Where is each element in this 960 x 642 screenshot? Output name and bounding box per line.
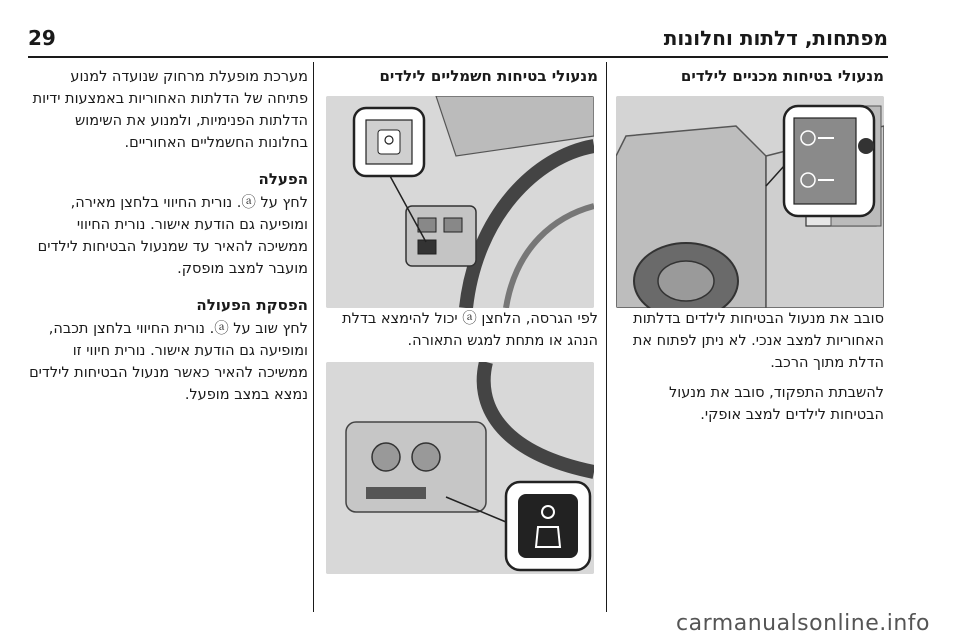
mechanical-lock-paragraph-1: סובב את מנעול הבטיחות לילדים בדלתות האחוריות למצב אנכי. לא ניתן לפתוח את הדלת מתוך הרכב. <box>632 311 884 371</box>
mechanical-lock-heading: מנעולי בטיחות מכניים לילדים <box>680 67 884 85</box>
electric-lock-intro: מערכת מופעלת מרחוק שנועדה למנוע פתיחה של הדלתות האחוריות באמצעות ידיות הדלתות הפנימיות, ולמנוע את השימוש בחלונות החשמליים האחוריים. <box>32 69 308 151</box>
electric-lock-caption: לפי הגרסה, הלחצן ⓐ יכול להימצא בדלת הנהג או מתחת למגש התאורה. <box>342 311 598 349</box>
page-number: 29 <box>28 26 56 50</box>
middle-column <box>322 66 598 574</box>
electric-lock-heading: מנעולי בטיחות חשמליים לילדים <box>379 67 598 85</box>
page-header <box>28 20 888 58</box>
left-column <box>28 66 308 414</box>
lighting-tray-illustration <box>326 362 594 574</box>
deactivation-text: לחץ שוב על ⓐ. נורית החיווי בלחצן תכבה, ומופיעה גם הודעת אישור. נורית חיווי זו ממשיכה להאיר כאשר מנעול הבטיחות לילדים נמצא במצב מופעל. <box>29 321 308 403</box>
watermark: carmanualsonline.info <box>676 611 930 636</box>
deactivation-heading: הפסקת הפעולה <box>196 296 308 314</box>
mechanical-lock-paragraph-2: להשבתת התפקוד, סובב את מנעול הבטיחות לילדים למצב אופקי. <box>669 385 884 423</box>
right-column <box>616 66 884 434</box>
door-lock-illustration <box>616 96 884 308</box>
activation-text: לחץ על ⓐ. נורית החיווי בלחצן מאירה, ומופיעה גם הודעת אישור. נורית החיווי ממשיכה להאיר עד שמנעול הבטיחות לילדים מועבר למצב מופסק. <box>37 195 308 277</box>
page-title: מפתחות, דלתות וחלונות <box>663 26 888 50</box>
column-divider <box>313 62 314 612</box>
activation-heading: הפעלה <box>258 170 308 188</box>
driver-door-illustration <box>326 96 594 308</box>
column-divider <box>606 62 607 612</box>
